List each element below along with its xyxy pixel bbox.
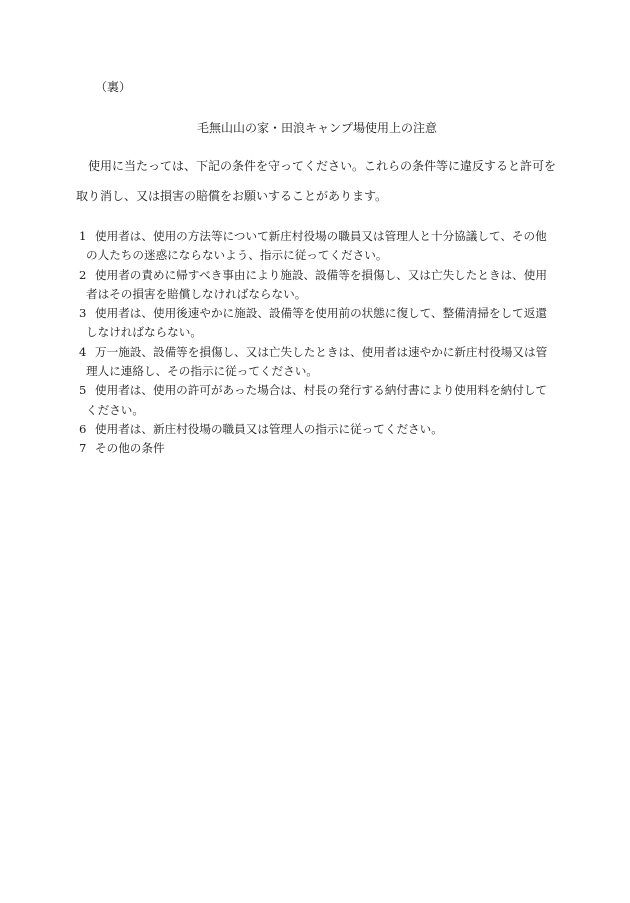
condition-text: 使用者の責めに帰すべき事由により施設、設備等を損傷し、又は亡失したときは、使用 [95,267,547,282]
condition-item-5 [79,381,554,420]
condition-item-7 [79,439,554,458]
condition-line [79,266,554,285]
condition-text: 使用者は、使用後速やかに施設、設備等を使用前の状態に復して、整備清掃をして返還 [95,306,547,321]
condition-number: 6 [79,421,87,436]
condition-number: 7 [79,441,87,456]
condition-number: 3 [79,306,87,321]
condition-line [79,381,554,400]
condition-item-6 [79,420,554,439]
intro-line: 使用に当たっては、下記の条件を守ってください。これらの条件等に違反すると許可を [88,159,557,173]
condition-number: 1 [79,229,87,243]
conditions-list [79,227,554,459]
intro-line: 取り消し、又は損害の賠償をお願いすることがあります。 [76,189,388,203]
condition-line: の人たちの迷惑にならないよう、指示に従ってください。 [86,248,388,263]
condition-line [79,304,554,323]
condition-item-2 [79,266,554,305]
condition-line [79,420,554,439]
condition-line: 理人に連絡し、その指示に従ってください。 [86,364,318,379]
condition-line: 者はその損害を賠償しなければならない。 [86,286,307,301]
condition-item-1 [79,227,554,266]
condition-line: ください。 [86,402,144,417]
condition-line [79,343,554,362]
condition-item-4 [79,343,554,382]
condition-number: 5 [79,383,87,398]
condition-line [79,439,554,458]
condition-line: しなければならない。 [86,325,202,340]
condition-number: 4 [79,344,87,359]
condition-text: 万一施設、設備等を損傷し、又は亡失したときは、使用者は速やかに新庄村役場又は管 [95,344,548,359]
page-side-label: （裏） [95,80,132,94]
condition-line [79,227,554,246]
condition-text: その他の条件 [95,441,165,456]
condition-text: 使用者は、使用の方法等について新庄村役場の職員又は管理人と十分協議して、その他 [95,229,547,243]
condition-item-3 [79,304,554,343]
condition-text: 使用者は、使用の許可があった場合は、村長の発行する納付書により使用料を納付して [95,383,548,398]
document-title: 毛無山山の家・田浪キャンプ場使用上の注意 [196,121,437,135]
condition-number: 2 [79,267,87,282]
intro-paragraph [76,151,556,211]
condition-text: 使用者は、新庄村役場の職員又は管理人の指示に従ってください。 [95,421,443,436]
